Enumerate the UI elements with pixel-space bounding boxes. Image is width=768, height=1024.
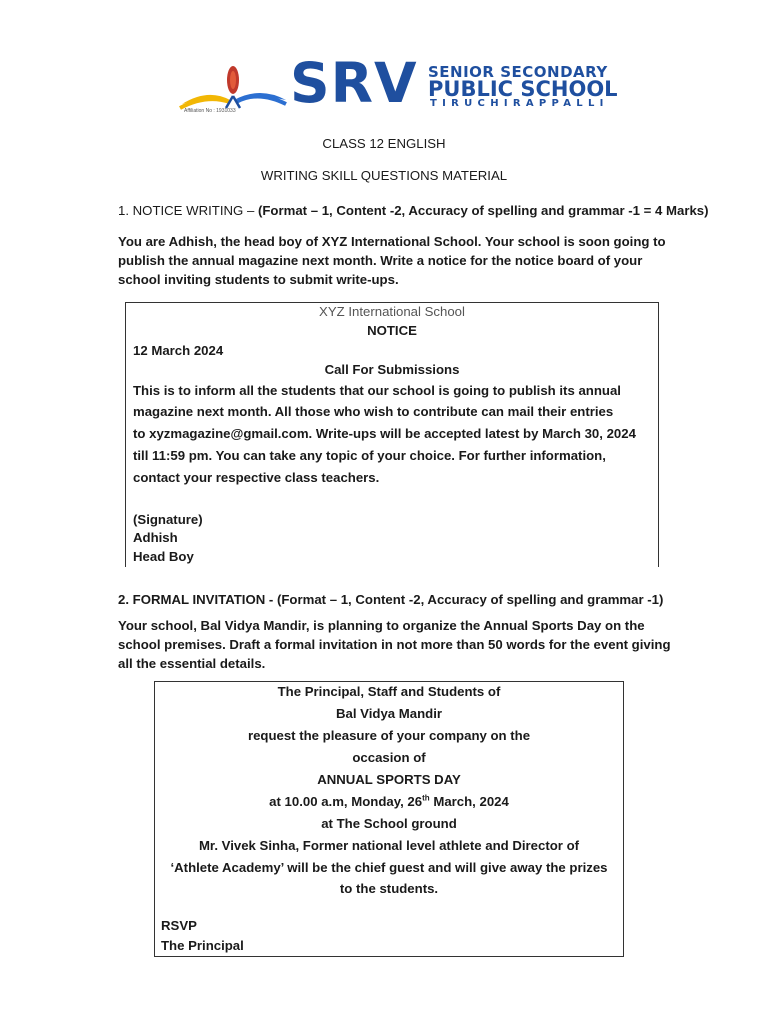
invite-date-ordinal: th: [422, 793, 430, 803]
notice-body-line: till 11:59 pm. You can take any topic of your choice. For further information,: [133, 448, 606, 463]
school-brand: SRV: [290, 51, 418, 115]
notice-school-name: XYZ International School: [319, 304, 465, 319]
invite-date-part2: March, 2024: [429, 794, 509, 809]
question-2-heading: 2. FORMAL INVITATION - (Format – 1, Content -2, Accuracy of spelling and grammar -1): [118, 592, 664, 607]
question-1-marks: (Format – 1, Content -2, Accuracy of spelling and grammar -1 = 4 Marks): [257, 203, 709, 218]
school-city: TIRUCHIRAPPALLI: [430, 98, 609, 109]
invite-rsvp-contact: The Principal: [161, 938, 244, 953]
notice-body-line: to xyzmagazine@gmail.com. Write-ups will be accepted latest by March 30, 2024: [133, 426, 636, 441]
notice-body-line: contact your respective class teachers.: [133, 470, 380, 485]
notice-signature: (Signature): [133, 512, 203, 527]
invite-date-part1: at 10.00 a.m, Monday, 26: [269, 794, 423, 809]
invite-guest-line: Mr. Vivek Sinha, Former national level athlete and Director of: [198, 838, 580, 853]
notice-signatory-designation: Head Boy: [133, 549, 194, 564]
invite-rsvp: RSVP: [161, 918, 197, 933]
notice-body-line: magazine next month. All those who wish to contribute can mail their entries: [133, 404, 614, 419]
invite-venue: at The School ground: [321, 816, 457, 831]
document-title: CLASS 12 ENGLISH: [322, 136, 446, 151]
school-name-line2: PUBLIC SCHOOL: [428, 77, 618, 101]
invite-host-line: The Principal, Staff and Students of: [277, 684, 501, 699]
question-2-prompt: Your school, Bal Vidya Mandir, is planning to organize the Annual Sports Day on the school premises. Draft a formal invitation in not more than 50 words for the event giving all the essential details.: [118, 618, 671, 671]
notice-date: 12 March 2024: [133, 343, 224, 358]
question-1-heading: [118, 201, 709, 220]
invite-occasion-label: occasion of: [352, 750, 426, 765]
invite-request-line: request the pleasure of your company on the: [247, 728, 531, 743]
notice-label: NOTICE: [367, 323, 417, 338]
invite-event-name: ANNUAL SPORTS DAY: [317, 772, 461, 787]
invite-date-time: [155, 794, 623, 809]
notice-subject: Call For Submissions: [324, 362, 460, 377]
question-1-prompt: You are Adhish, the head boy of XYZ International School. Your school is soon going to publish the annual magazine next month. Write a notice for the notice board of your school inviting students to submit write-ups.: [118, 234, 666, 287]
notice-body-line: This is to inform all the students that our school is going to publish its annual: [133, 383, 621, 398]
invitation-box: [154, 681, 624, 957]
document-subtitle: WRITING SKILL QUESTIONS MATERIAL: [260, 168, 508, 183]
notice-box: [125, 302, 659, 567]
affiliation-number: Affiliation No : 1931033: [184, 108, 236, 114]
question-1-label: 1. NOTICE WRITING –: [118, 203, 258, 218]
notice-signatory-name: Adhish: [133, 530, 178, 545]
invite-school-name: Bal Vidya Mandir: [335, 706, 443, 721]
invite-guest-line: ‘Athlete Academy’ will be the chief guest and will give away the prizes: [170, 860, 608, 875]
school-name-line1: SENIOR SECONDARY: [428, 63, 608, 81]
invite-guest-line: to the students.: [339, 881, 439, 896]
